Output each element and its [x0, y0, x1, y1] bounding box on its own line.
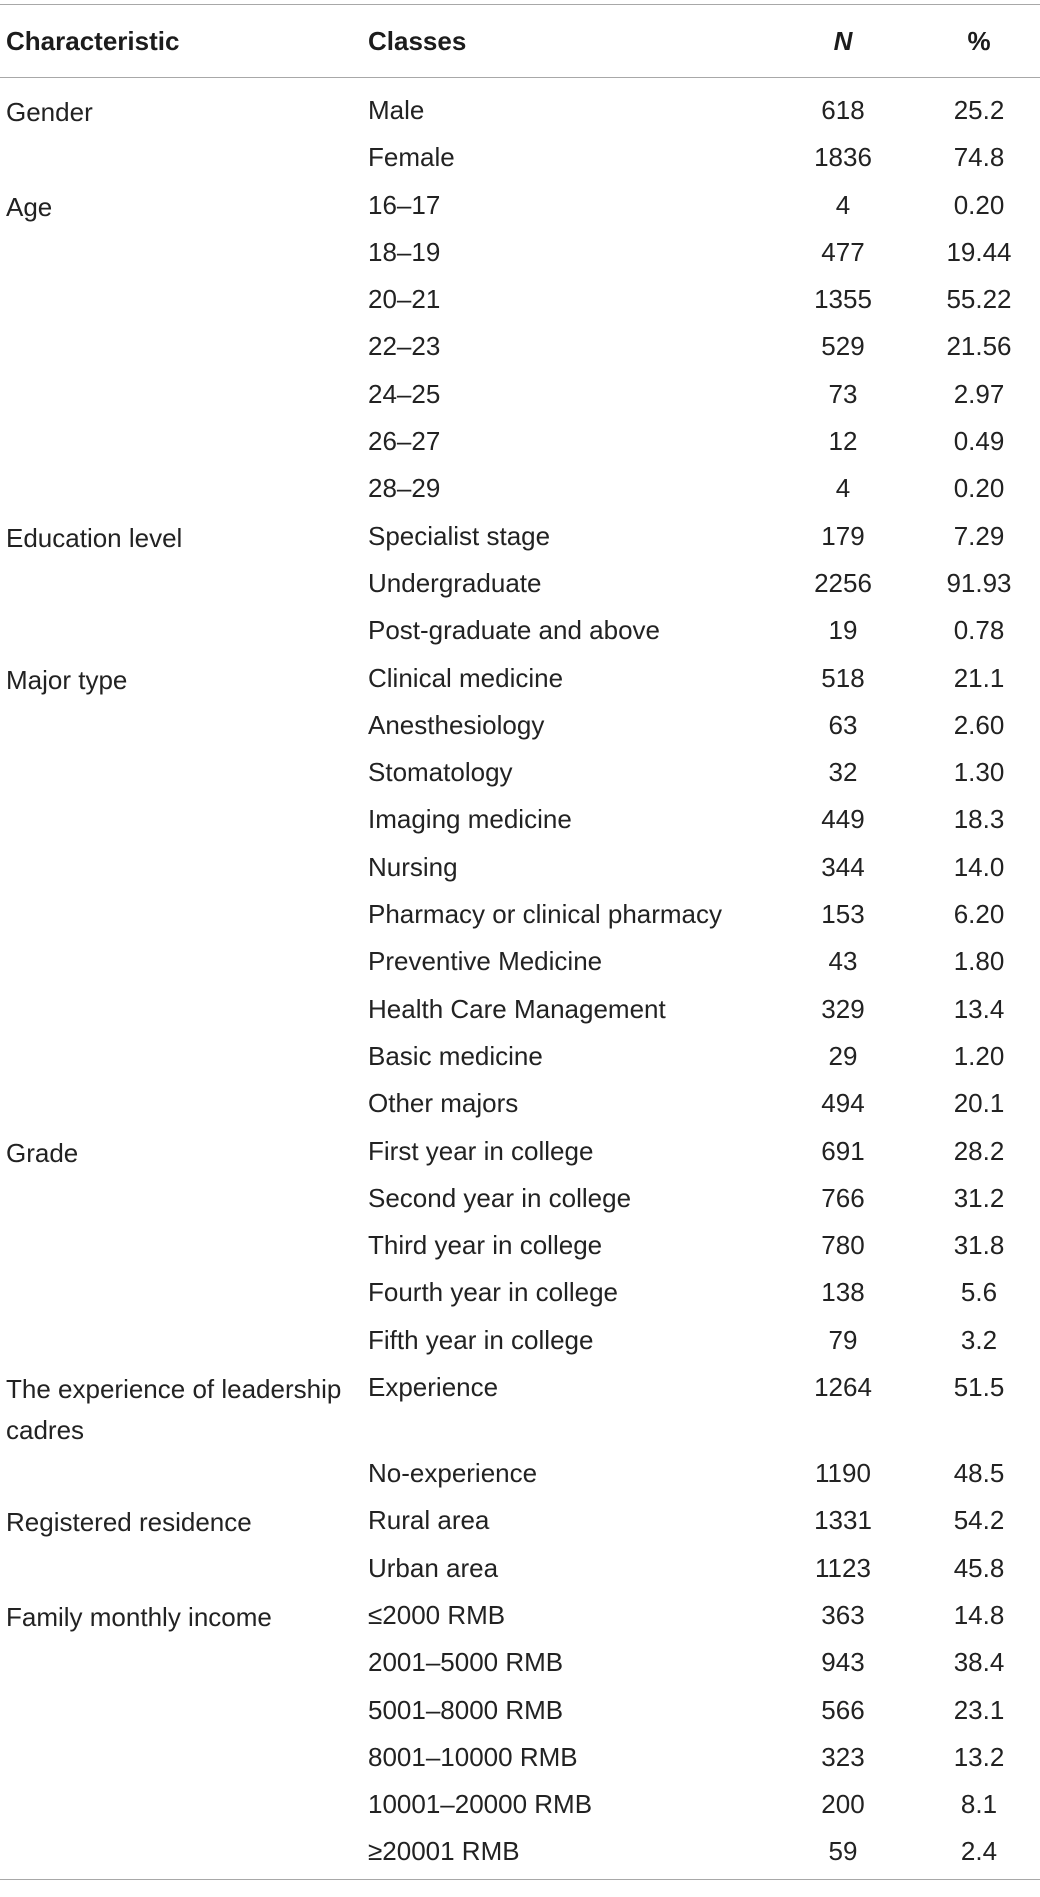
- cell-class: 5001–8000 RMB: [368, 1694, 564, 1725]
- table-row: [0, 752, 1040, 799]
- table-row: [0, 799, 1040, 846]
- cell-n: 12: [828, 426, 858, 457]
- table-row: [0, 421, 1040, 468]
- cell-class: Fifth year in college: [368, 1324, 594, 1355]
- table-row: [0, 1178, 1040, 1225]
- table-row: [0, 326, 1040, 373]
- cell-n: 43: [828, 946, 858, 977]
- table-row: [0, 1642, 1040, 1689]
- table-row: [0, 516, 1040, 563]
- cell-characteristic: Gender: [6, 97, 93, 127]
- cell-class: 22–23: [368, 331, 441, 362]
- table-row: [0, 1320, 1040, 1367]
- cell-class: 16–17: [368, 189, 441, 220]
- cell-n: 32: [828, 757, 858, 788]
- cell-characteristic: [0, 1453, 368, 1455]
- cell-percent: 38.4: [953, 1647, 1005, 1678]
- cell-characteristic: Registered residence: [6, 1507, 252, 1538]
- cell-percent: 19.44: [946, 236, 1012, 267]
- cell-n: 1355: [814, 284, 872, 315]
- table-row: [0, 989, 1040, 1036]
- header-percent: %: [967, 25, 991, 56]
- cell-characteristic: [0, 1642, 368, 1644]
- cell-n: 200: [821, 1789, 865, 1820]
- cell-n: 1123: [815, 1552, 871, 1583]
- cell-n: 1836: [814, 142, 872, 173]
- cell-percent: 0.20: [953, 189, 1005, 220]
- cell-percent: 0.78: [953, 615, 1005, 646]
- cell-n: 19: [828, 615, 858, 646]
- cell-characteristic: [0, 279, 368, 281]
- cell-percent: 1.20: [953, 1040, 1005, 1071]
- cell-characteristic: [0, 1737, 368, 1739]
- cell-class: Second year in college: [368, 1182, 632, 1213]
- cell-class: 24–25: [368, 378, 441, 409]
- table-row: [0, 1595, 1040, 1642]
- table-row: [0, 610, 1040, 657]
- cell-n: 1190: [815, 1458, 871, 1489]
- cell-class: Specialist stage: [368, 520, 551, 551]
- cell-characteristic: Major type: [6, 664, 128, 695]
- cell-percent: 21.56: [946, 331, 1012, 362]
- cell-characteristic: Education level: [6, 522, 183, 553]
- cell-percent: 6.20: [953, 899, 1005, 930]
- cell-n: 766: [821, 1182, 865, 1213]
- cell-percent: 23.1: [953, 1694, 1005, 1725]
- cell-characteristic: [0, 137, 368, 139]
- cell-percent: 31.8: [953, 1230, 1005, 1261]
- cell-class: Urban area: [368, 1552, 499, 1583]
- cell-n: 363: [821, 1599, 865, 1630]
- cell-n: 691: [821, 1135, 865, 1166]
- cell-n: 449: [821, 804, 865, 835]
- table-row: [0, 1453, 1040, 1500]
- cell-class: Clinical medicine: [368, 662, 564, 693]
- cell-n: 477: [821, 236, 865, 267]
- cell-n: 1331: [814, 1505, 872, 1536]
- cell-class: Preventive Medicine: [368, 946, 603, 977]
- cell-n: 780: [821, 1230, 865, 1261]
- cell-percent: 1.30: [953, 757, 1005, 788]
- table-row: [0, 1083, 1040, 1130]
- table-row: [0, 1036, 1040, 1083]
- cell-characteristic: [0, 989, 368, 991]
- cell-class: Undergraduate: [368, 567, 542, 598]
- cell-n: 329: [821, 993, 865, 1024]
- cell-percent: 2.97: [953, 378, 1005, 409]
- cell-percent: 45.8: [953, 1552, 1005, 1583]
- cell-percent: 13.2: [953, 1741, 1005, 1772]
- cell-characteristic: Family monthly income: [6, 1601, 272, 1632]
- table-row: [0, 232, 1040, 279]
- table-row: [0, 1225, 1040, 1272]
- cell-characteristic: [0, 610, 368, 612]
- cell-n: 494: [821, 1088, 865, 1119]
- table-row: [0, 658, 1040, 705]
- cell-class: 28–29: [368, 473, 441, 504]
- cell-characteristic: [0, 1225, 368, 1227]
- cell-class: Male: [368, 95, 425, 125]
- cell-characteristic: [0, 1178, 368, 1180]
- table-bottom-rule: [0, 1879, 1040, 1880]
- cell-percent: 91.93: [946, 567, 1012, 598]
- table-row: [0, 705, 1040, 752]
- cell-n: 179: [821, 520, 865, 551]
- table-row: [0, 137, 1040, 184]
- cell-percent: 1.80: [953, 946, 1005, 977]
- cell-percent: 74.8: [953, 142, 1005, 173]
- cell-n: 138: [821, 1277, 865, 1308]
- table-row: [0, 847, 1040, 894]
- table-row: [0, 563, 1040, 610]
- cell-class: Rural area: [368, 1505, 490, 1536]
- cell-percent: 55.22: [946, 284, 1012, 315]
- cell-class: Third year in college: [368, 1230, 603, 1261]
- cell-percent: 2.4: [960, 1836, 998, 1867]
- cell-percent: 3.2: [960, 1324, 998, 1355]
- cell-n: 943: [821, 1647, 865, 1678]
- cell-n: 29: [828, 1040, 858, 1071]
- cell-characteristic: [0, 705, 368, 707]
- cell-class: ≤2000 RMB: [368, 1599, 506, 1630]
- table-body: [0, 78, 1040, 1879]
- cell-n: 59: [828, 1836, 858, 1867]
- cell-percent: 20.1: [953, 1088, 1005, 1119]
- cell-characteristic: [0, 941, 368, 943]
- table-row: [0, 1784, 1040, 1831]
- cell-class: Imaging medicine: [368, 804, 572, 835]
- cell-n: 63: [828, 709, 858, 740]
- cell-class: Health Care Management: [368, 993, 666, 1024]
- cell-percent: 48.5: [953, 1458, 1005, 1489]
- cell-percent: 7.29: [953, 520, 1005, 551]
- cell-characteristic: [0, 326, 368, 328]
- cell-percent: 21.1: [953, 662, 1005, 693]
- cell-n: 344: [821, 851, 865, 882]
- cell-class: Anesthesiology: [368, 709, 545, 740]
- cell-n: 529: [821, 331, 865, 362]
- cell-percent: 14.0: [953, 851, 1005, 882]
- table-row: [0, 185, 1040, 232]
- table-row: [0, 894, 1040, 941]
- cell-n: 566: [821, 1694, 865, 1725]
- cell-characteristic: [0, 752, 368, 754]
- cell-percent: 0.49: [953, 426, 1005, 457]
- cell-class: 26–27: [368, 426, 441, 457]
- cell-percent: 2.60: [953, 709, 1005, 740]
- cell-n: 73: [828, 378, 858, 409]
- cell-percent: 8.1: [960, 1789, 998, 1820]
- cell-characteristic: [0, 468, 368, 470]
- cell-characteristic: [0, 1320, 368, 1322]
- cell-characteristic: [0, 1036, 368, 1038]
- table-row: [0, 1131, 1040, 1178]
- cell-percent: 0.20: [953, 473, 1005, 504]
- cell-class: 8001–10000 RMB: [368, 1741, 578, 1772]
- cell-n: 4: [835, 189, 851, 220]
- cell-percent: 51.5: [953, 1372, 1005, 1403]
- cell-n: 1264: [814, 1372, 872, 1403]
- cell-class: Experience: [368, 1372, 499, 1403]
- cell-characteristic: [0, 1548, 368, 1550]
- header-n: N: [833, 25, 853, 56]
- header-classes: Classes: [368, 25, 467, 56]
- cell-class: Pharmacy or clinical pharmacy: [368, 899, 723, 930]
- cell-n: 518: [821, 662, 865, 693]
- cell-characteristic: [0, 563, 368, 565]
- cell-characteristic: [0, 894, 368, 896]
- cell-n: 323: [821, 1741, 865, 1772]
- cell-class: 18–19: [368, 236, 441, 267]
- table-row: [0, 1500, 1040, 1547]
- cell-characteristic: Age: [6, 191, 53, 222]
- cell-class: No-experience: [368, 1458, 538, 1489]
- cell-characteristic: [0, 1083, 368, 1085]
- table-row: [0, 468, 1040, 515]
- cell-class: Post-graduate and above: [368, 615, 660, 646]
- table-row: [0, 1831, 1040, 1878]
- cell-characteristic: [0, 1272, 368, 1274]
- cell-characteristic: The experience of leadership cadres: [6, 1374, 342, 1446]
- table-header-row: [0, 5, 1040, 77]
- table-row: [0, 1367, 1040, 1453]
- cell-class: First year in college: [368, 1135, 594, 1166]
- table-row: [0, 1272, 1040, 1319]
- cell-class: Female: [368, 142, 455, 173]
- cell-class: ≥20001 RMB: [368, 1836, 520, 1867]
- cell-n: 2256: [814, 567, 872, 598]
- table-row: [0, 1690, 1040, 1737]
- cell-characteristic: Grade: [6, 1137, 79, 1168]
- table-row: [0, 90, 1040, 137]
- cell-percent: 14.8: [953, 1599, 1005, 1630]
- cell-characteristic: [0, 847, 368, 849]
- cell-percent: 13.4: [953, 993, 1005, 1024]
- cell-characteristic: [0, 799, 368, 801]
- cell-n: 79: [828, 1324, 858, 1355]
- table-row: [0, 1737, 1040, 1784]
- cell-characteristic: [0, 1784, 368, 1786]
- cell-percent: 31.2: [953, 1182, 1005, 1213]
- cell-n: 153: [821, 899, 865, 930]
- cell-class: 2001–5000 RMB: [368, 1647, 564, 1678]
- table-row: [0, 374, 1040, 421]
- cell-percent: 5.6: [960, 1277, 998, 1308]
- cell-characteristic: [0, 232, 368, 234]
- cell-percent: 28.2: [953, 1135, 1005, 1166]
- cell-characteristic: [0, 421, 368, 423]
- table-row: [0, 1548, 1040, 1595]
- cell-percent: 18.3: [953, 804, 1005, 835]
- cell-n: 4: [835, 473, 851, 504]
- cell-class: Fourth year in college: [368, 1277, 619, 1308]
- cell-characteristic: [0, 1831, 368, 1833]
- cell-class: Basic medicine: [368, 1040, 543, 1071]
- table-row: [0, 941, 1040, 988]
- header-characteristic: Characteristic: [6, 25, 180, 56]
- cell-n: 618: [821, 95, 865, 125]
- cell-class: 10001–20000 RMB: [368, 1789, 593, 1820]
- table-row: [0, 279, 1040, 326]
- cell-class: Nursing: [368, 851, 458, 882]
- cell-class: 20–21: [368, 284, 441, 315]
- cell-percent: 25.2: [953, 95, 1005, 125]
- cell-class: Other majors: [368, 1088, 519, 1119]
- cell-percent: 54.2: [953, 1505, 1005, 1536]
- cell-characteristic: [0, 374, 368, 376]
- cell-class: Stomatology: [368, 757, 513, 788]
- cell-characteristic: [0, 1690, 368, 1692]
